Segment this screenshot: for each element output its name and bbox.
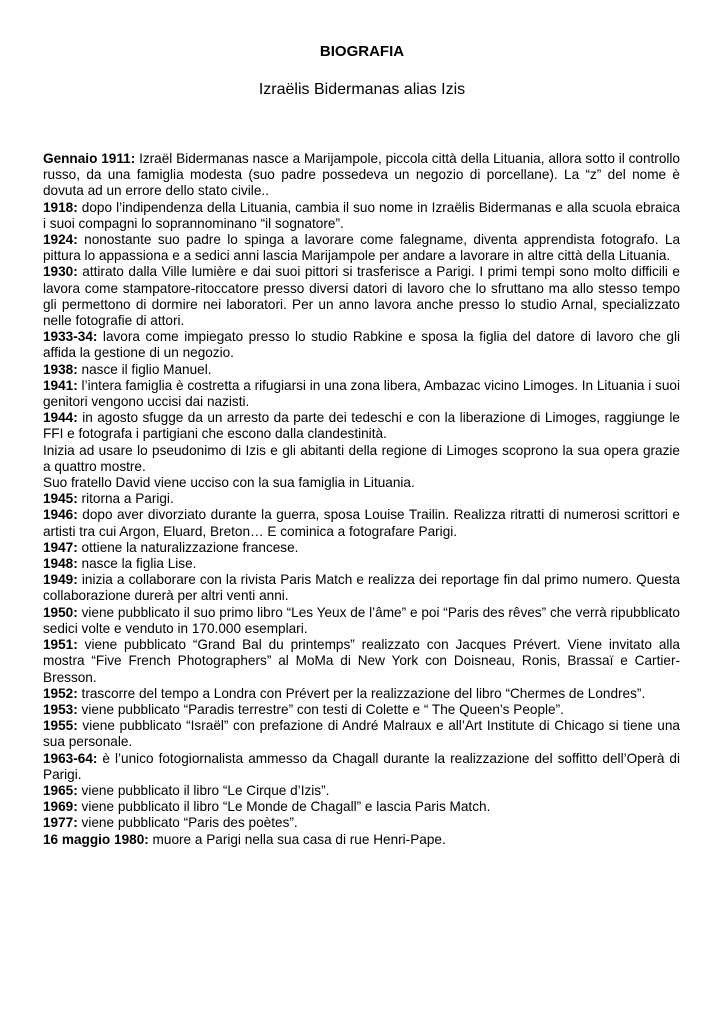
document-subtitle: Izraëlis Bidermanas alias Izis [258,81,466,98]
entry-text: Inizia ad usare lo pseudonimo di Izis e gli abitanti della regione di Limoges scoprono la sua opera grazie a quattro mostre. [43,442,680,474]
entry-text: dopo aver divorziato durante la guerra, sposa Louise Trailin. Realizza ritratti di numerosi scrittori e artisti tra cui Argon, Eluard, Breton… E cominica a fotografare Parigi. [43,507,680,539]
entry-text: viene pubblicato “Israël” con prefazione di André Malraux e all’Art Institute di Chicago si tiene una sua personale. [43,718,680,750]
entry-date: 1965: [43,782,78,798]
biography-entry [43,362,680,378]
biography-body [43,151,680,848]
entry-text: viene pubblicato il libro “Le Cirque d’Izis”. [77,782,330,798]
entry-text: trascorre del tempo a Londra con Prévert per la realizzazione del libro “Chermes de Londres”. [77,685,646,701]
entry-text: Suo fratello David viene ucciso con la sua famiglia in Lituania. [43,475,415,491]
entry-date: 1946: [43,507,78,523]
biography-entry [43,832,680,848]
entry-text: dopo l’indipendenza della Lituania, cambia il suo nome in Izraëlis Bidermanas e alla scuola ebraica i suoi compagni lo soprannominano “il sognatore”. [43,199,680,231]
entry-text: viene pubblicato il libro “Le Monde de Chagall” e lascia Paris Match. [77,799,491,815]
entry-date: 1947: [43,539,78,555]
biography-entry [43,702,680,718]
entry-text: Izraël Bidermanas nasce a Marijampole, piccola città della Lituania, allora sotto il controllo russo, da una famiglia modesta (suo padre possedeva un negozio di porcellane). La “z” del nome è dovuta ad un errore dello stato civile.. [43,151,680,199]
entry-text: inizia a collaborare con la rivista Paris Match e realizza dei reportage fin dal primo numero. Questa collaborazione durerà per altri venti anni. [43,572,680,604]
entry-text: l’intera famiglia è costretta a rifugiarsi in una zona libera, Ambazac vicino Limoges. In Lituania i suoi genitori vengono uccisi dai nazisti. [43,377,680,410]
biography-entry [43,507,680,539]
biography-entry [43,491,680,507]
entry-date: 1930: [43,264,78,280]
entry-date: 1918: [43,199,78,215]
entry-date: 1944: [43,410,78,426]
entry-text: viene pubblicato “Paradis terrestre” con testi di Colette e “ The Queen’s People”. [77,701,564,717]
biography-entry [43,151,680,200]
entry-date: 1948: [43,556,78,572]
entry-date: 1977: [43,815,78,831]
entry-date: 1950: [43,604,78,620]
biography-entry [43,329,680,361]
entry-date: 16 maggio 1980: [43,831,149,847]
entry-text: nasce la figlia Lise. [77,556,197,572]
biography-entry [43,572,680,604]
biography-entry [43,783,680,799]
entry-date: 1963-64: [43,750,98,766]
entry-text: viene pubblicato “Grand Bal du printemps” realizzato con Jacques Prévert. Viene invitato alla mostra “Five French Photographers” al MoMa di New York con Doisneau, Ronis, Brassaï e Cartier-Bresson. [43,637,680,685]
entry-text: in agosto sfugge da un arresto da parte dei tedeschi e con la liberazione di Limoges, raggiunge le FFI e fotografa i partigiani che escono dalla clandestinità. [43,410,680,442]
entry-text: viene pubblicato “Paris des poètes”. [77,815,298,831]
entry-date: 1938: [43,361,78,377]
biography-entry [43,200,680,232]
entry-text: ritorna a Parigi. [77,491,174,507]
biography-entry [43,410,680,442]
biography-entry [43,443,680,475]
biography-entry [43,556,680,572]
entry-text: nasce il figlio Manuel. [77,361,212,377]
entry-text: è l’unico fotogiornalista ammesso da Chagall durante la realizzazione del soffitto dell’Operà di Parigi. [43,750,680,782]
entry-date: 1945: [43,491,78,507]
entry-date: 1949: [43,572,78,588]
biography-entry [43,232,680,264]
entry-date: 1953: [43,701,78,717]
entry-date: 1955: [43,718,78,734]
entry-date: 1924: [43,232,78,248]
biography-entry [43,637,680,686]
entry-date: 1941: [43,377,78,393]
entry-date: Gennaio 1911: [43,151,136,166]
entry-date: 1933-34: [43,329,98,345]
entry-text: viene pubblicato il suo primo libro “Les Yeux de l’âme” e poi “Paris des rêves” che verrà ripubblicato sedici volte e venduto in 170.000 esemplari. [43,604,680,636]
entry-date: 1951: [43,637,78,653]
biography-entry [43,815,680,831]
biography-entry [43,605,680,637]
document-title: BIOGRAFIA [319,43,405,60]
biography-entry [43,475,680,491]
biography-entry [43,540,680,556]
entry-text: ottiene la naturalizzazione francese. [77,539,299,555]
entry-date: 1969: [43,799,78,815]
biography-entry [43,686,680,702]
biography-entry [43,751,680,783]
entry-text: attirato dalla Ville lumière e dai suoi pittori si trasferisce a Parigi. I primi tempi sono molto difficili e lavora come stampatore-ritoccatore presso diversi datori di lavoro che lo sfruttano ma allo stesso tempo gli permettono di dormire nei laboratori. Per un anno lavora anche presso lo studio Arnal, specializzato nelle fotografie di attori. [43,264,680,329]
entry-date: 1952: [43,685,78,701]
biography-entry [43,378,680,410]
entry-text: lavora come impiegato presso lo studio Rabkine e sposa la figlia del datore di lavoro che gli affida la gestione di un negozio. [43,329,680,361]
biography-entry [43,264,680,329]
entry-text: nonostante suo padre lo spinga a lavorare come falegname, diventa apprendista fotografo. La pittura lo appassiona e a sedici anni lascia Marijampole per andare a lavorare in altre città della Lituania. [43,232,680,264]
biography-entry [43,799,680,815]
entry-text: muore a Parigi nella sua casa di rue Henri-Pape. [148,831,446,847]
biography-entry [43,718,680,750]
